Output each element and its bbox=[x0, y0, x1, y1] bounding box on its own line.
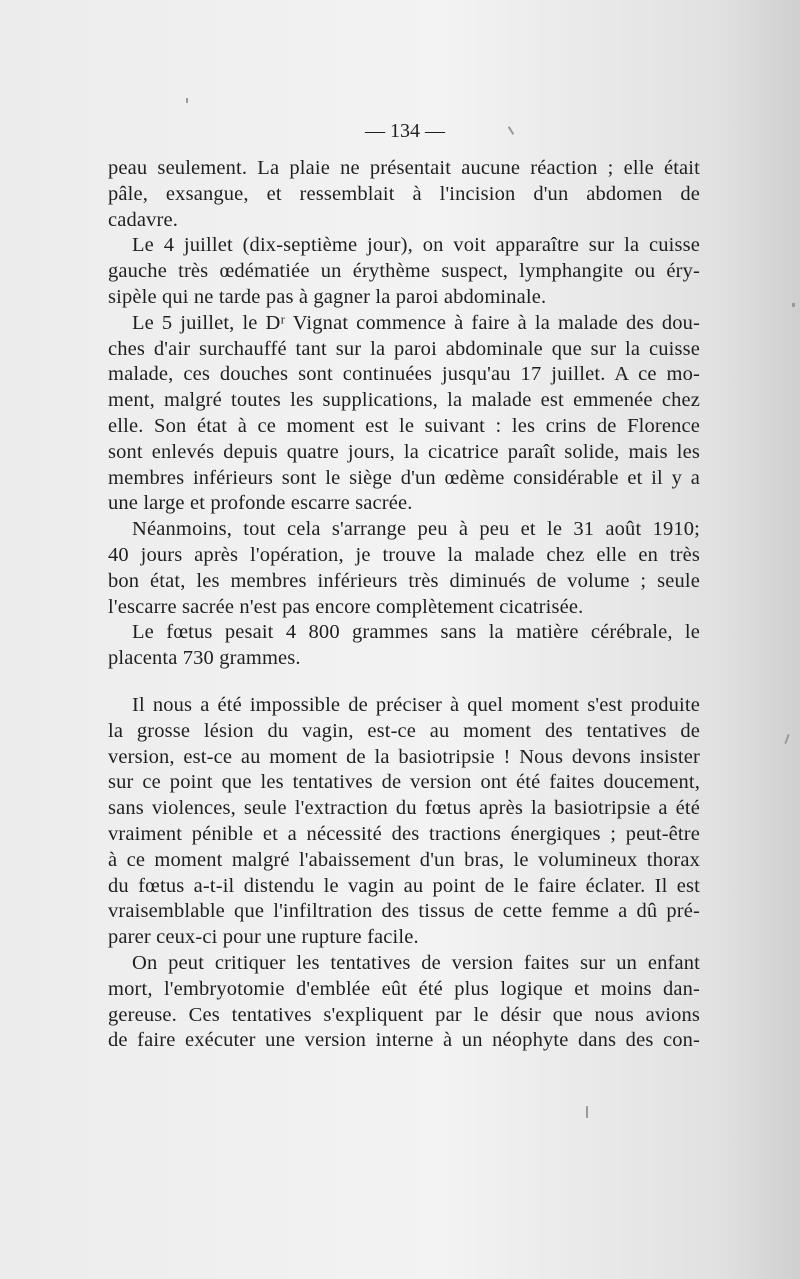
text-line: On peut critiquer les tentatives de version faites sur un enfant bbox=[132, 951, 700, 974]
text-line: mort, l'embryotomie d'emblée eût été plus logique et moins dan- bbox=[108, 977, 700, 1000]
paragraph-gap bbox=[108, 672, 700, 693]
text-line: vraisemblable que l'infiltration des tissus de cette femme a dû pré- bbox=[108, 900, 700, 923]
text-line: la grosse lésion du vagin, est-ce au moment des tentatives de bbox=[108, 719, 700, 742]
text-line: sans violences, seule l'extraction du fœtus après la basiotripsie a été bbox=[108, 797, 700, 820]
text-line: membres inférieurs sont le siège d'un œdème considérable et il y a bbox=[108, 466, 700, 489]
scan-speck bbox=[508, 126, 514, 135]
text-line: bon état, les membres inférieurs très diminués de volume ; seule bbox=[108, 569, 700, 592]
scan-speck bbox=[186, 98, 188, 103]
text-line: l'escarre sacrée n'est pas encore complètement cicatrisée. bbox=[108, 595, 584, 618]
text-line: version, est-ce au moment de la basiotripsie ! Nous devons insister bbox=[108, 745, 700, 768]
text-line: Le fœtus pesait 4 800 grammes sans la matière cérébrale, le bbox=[132, 621, 700, 644]
body-text bbox=[108, 156, 700, 1054]
text-line: gauche très œdématiée un érythème suspect, lymphangite ou éry- bbox=[108, 260, 700, 283]
text-line: de faire exécuter une version interne à un néophyte dans des con- bbox=[108, 1029, 700, 1052]
text-line: malade, ces douches sont continuées jusqu'au 17 juillet. A ce mo- bbox=[108, 363, 700, 386]
text-line: sipèle qui ne tarde pas à gagner la paroi abdominale. bbox=[108, 285, 547, 308]
text-line: placenta 730 grammes. bbox=[108, 647, 301, 670]
text-line: cadavre. bbox=[108, 208, 179, 231]
text-line: Il nous a été impossible de préciser à quel moment s'est produite bbox=[132, 693, 700, 716]
text-line: sont enlevés depuis quatre jours, la cicatrice paraît solide, mais les bbox=[108, 440, 700, 463]
text-line: peau seulement. La plaie ne présentait aucune réaction ; elle était bbox=[108, 157, 700, 179]
text-line: ment, malgré toutes les supplications, la malade est emmenée chez bbox=[108, 389, 700, 412]
page-number: — 134 — bbox=[365, 120, 445, 142]
text-line: du fœtus a-t-il distendu le vagin au point de le faire éclater. Il est bbox=[108, 874, 700, 897]
text-line: parer ceux-ci pour une rupture facile. bbox=[108, 926, 419, 949]
scan-speck bbox=[784, 734, 789, 744]
text-line: Néanmoins, tout cela s'arrange peu à peu et le 31 août 1910; bbox=[132, 518, 700, 541]
text-line: une large et profonde escarre sacrée. bbox=[108, 492, 413, 515]
text-line: vraiment pénible et a nécessité des tractions énergiques ; peut-être bbox=[108, 822, 700, 845]
text-line: Le 5 juillet, le Dʳ Vignat commence à faire à la malade des dou- bbox=[132, 311, 700, 334]
text-line: pâle, exsangue, et ressemblait à l'incision d'un abdomen de bbox=[108, 182, 700, 205]
text-line: Le 4 juillet (dix-septième jour), on voit apparaître sur la cuisse bbox=[132, 234, 700, 257]
scan-speck bbox=[586, 1106, 588, 1118]
text-line: ches d'air surchauffé tant sur la paroi abdominale que sur la cuisse bbox=[108, 337, 700, 360]
text-line: à ce moment malgré l'abaissement d'un bras, le volumineux thorax bbox=[108, 848, 700, 871]
text-line: sur ce point que les tentatives de version ont été faites doucement, bbox=[108, 771, 700, 794]
text-line: 40 jours après l'opération, je trouve la malade chez elle en très bbox=[108, 543, 700, 566]
text-line: elle. Son état à ce moment est le suivant : les crins de Florence bbox=[108, 414, 700, 437]
text-line: gereuse. Ces tentatives s'expliquent par le désir que nous avions bbox=[108, 1003, 700, 1026]
scan-speck bbox=[792, 303, 795, 307]
